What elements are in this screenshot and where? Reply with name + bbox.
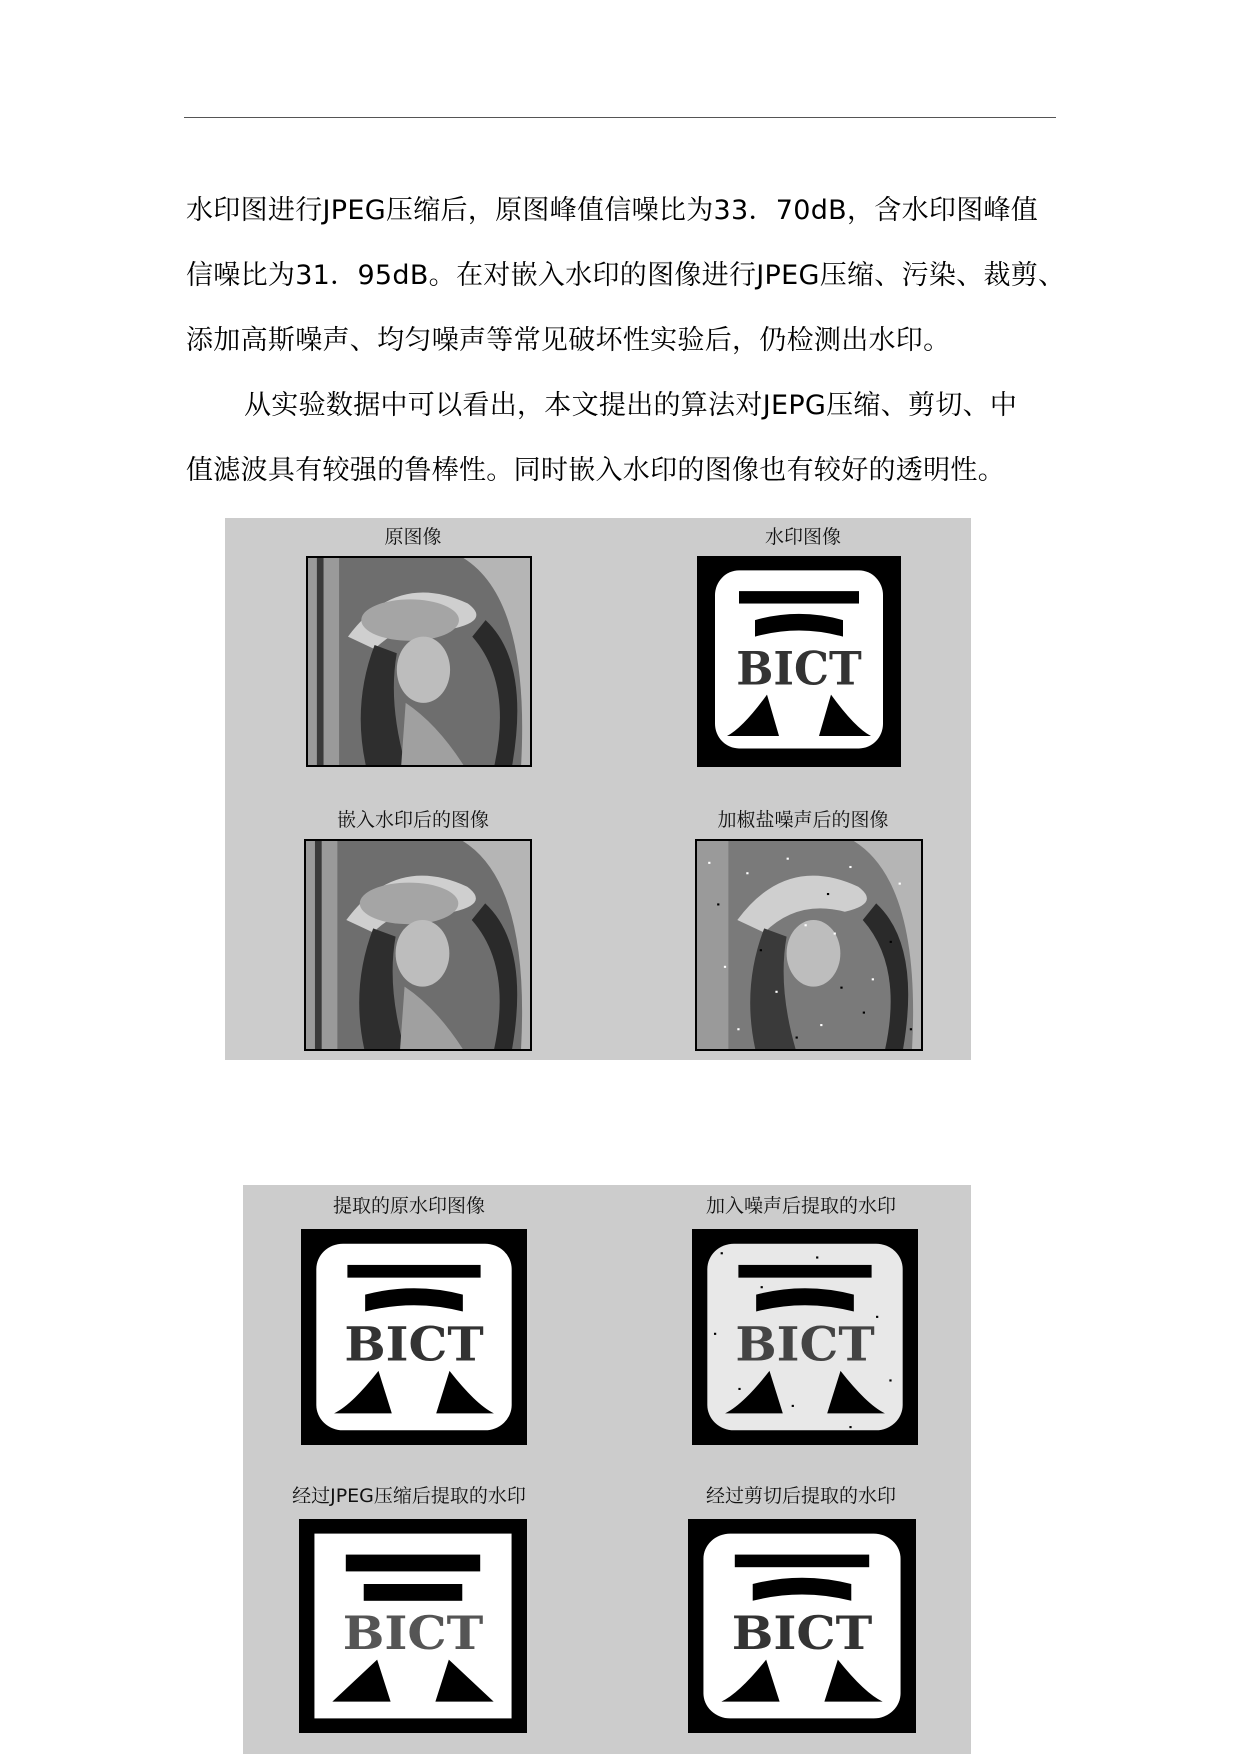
extracted-jpeg-bict-text: BICT	[342, 1606, 484, 1661]
paragraph-1-line-1: 水印图进行JPEG压缩后，原图峰值信噪比为33．70dB，含水印图峰值	[186, 195, 1039, 226]
caption-extracted-crop: 经过剪切后提取的水印	[705, 1485, 897, 1507]
paragraph-1	[186, 178, 1066, 373]
salt-pepper-image	[695, 839, 923, 1051]
extracted-original-bict-text: BICT	[344, 1317, 484, 1373]
paragraph-1-line-3: 添加高斯噪声、均匀噪声等常见破坏性实验后，仍检测出水印。	[186, 325, 951, 356]
caption-extracted-jpeg: 经过JPEG压缩后提取的水印	[292, 1485, 526, 1507]
extracted-original-watermark	[301, 1229, 527, 1445]
caption-extracted-noise: 加入噪声后提取的水印	[705, 1195, 897, 1217]
watermark-image	[697, 556, 901, 767]
paragraph-2-line-1: 从实验数据中可以看出，本文提出的算法对JEPG压缩、剪切、中	[244, 390, 1018, 421]
original-image	[306, 556, 532, 767]
paragraph-2	[186, 373, 1056, 503]
figure-2-panel	[243, 1185, 971, 1754]
watermark-bict-text: BICT	[736, 641, 862, 696]
caption-salt-pepper-image: 加椒盐噪声后的图像	[717, 809, 889, 831]
extracted-crop-bict-text: BICT	[731, 1606, 873, 1661]
caption-embedded-image: 嵌入水印后的图像	[336, 809, 490, 831]
extracted-noise-bict-text: BICT	[735, 1317, 875, 1373]
caption-original-image: 原图像	[384, 526, 442, 548]
figure-1-panel	[225, 518, 971, 1060]
extracted-noise-watermark	[692, 1229, 918, 1445]
caption-extracted-original: 提取的原水印图像	[332, 1195, 486, 1217]
embedded-image	[304, 839, 532, 1051]
extracted-jpeg-watermark	[299, 1519, 527, 1733]
paragraph-2-line-2: 值滤波具有较强的鲁棒性。同时嵌入水印的图像也有较好的透明性。	[186, 455, 1005, 486]
extracted-crop-watermark	[688, 1519, 916, 1733]
header-rule	[184, 117, 1056, 118]
paragraph-1-line-2: 信噪比为31．95dB。在对嵌入水印的图像进行JPEG压缩、污染、裁剪、	[186, 260, 1066, 291]
caption-watermark-image: 水印图像	[764, 526, 842, 548]
